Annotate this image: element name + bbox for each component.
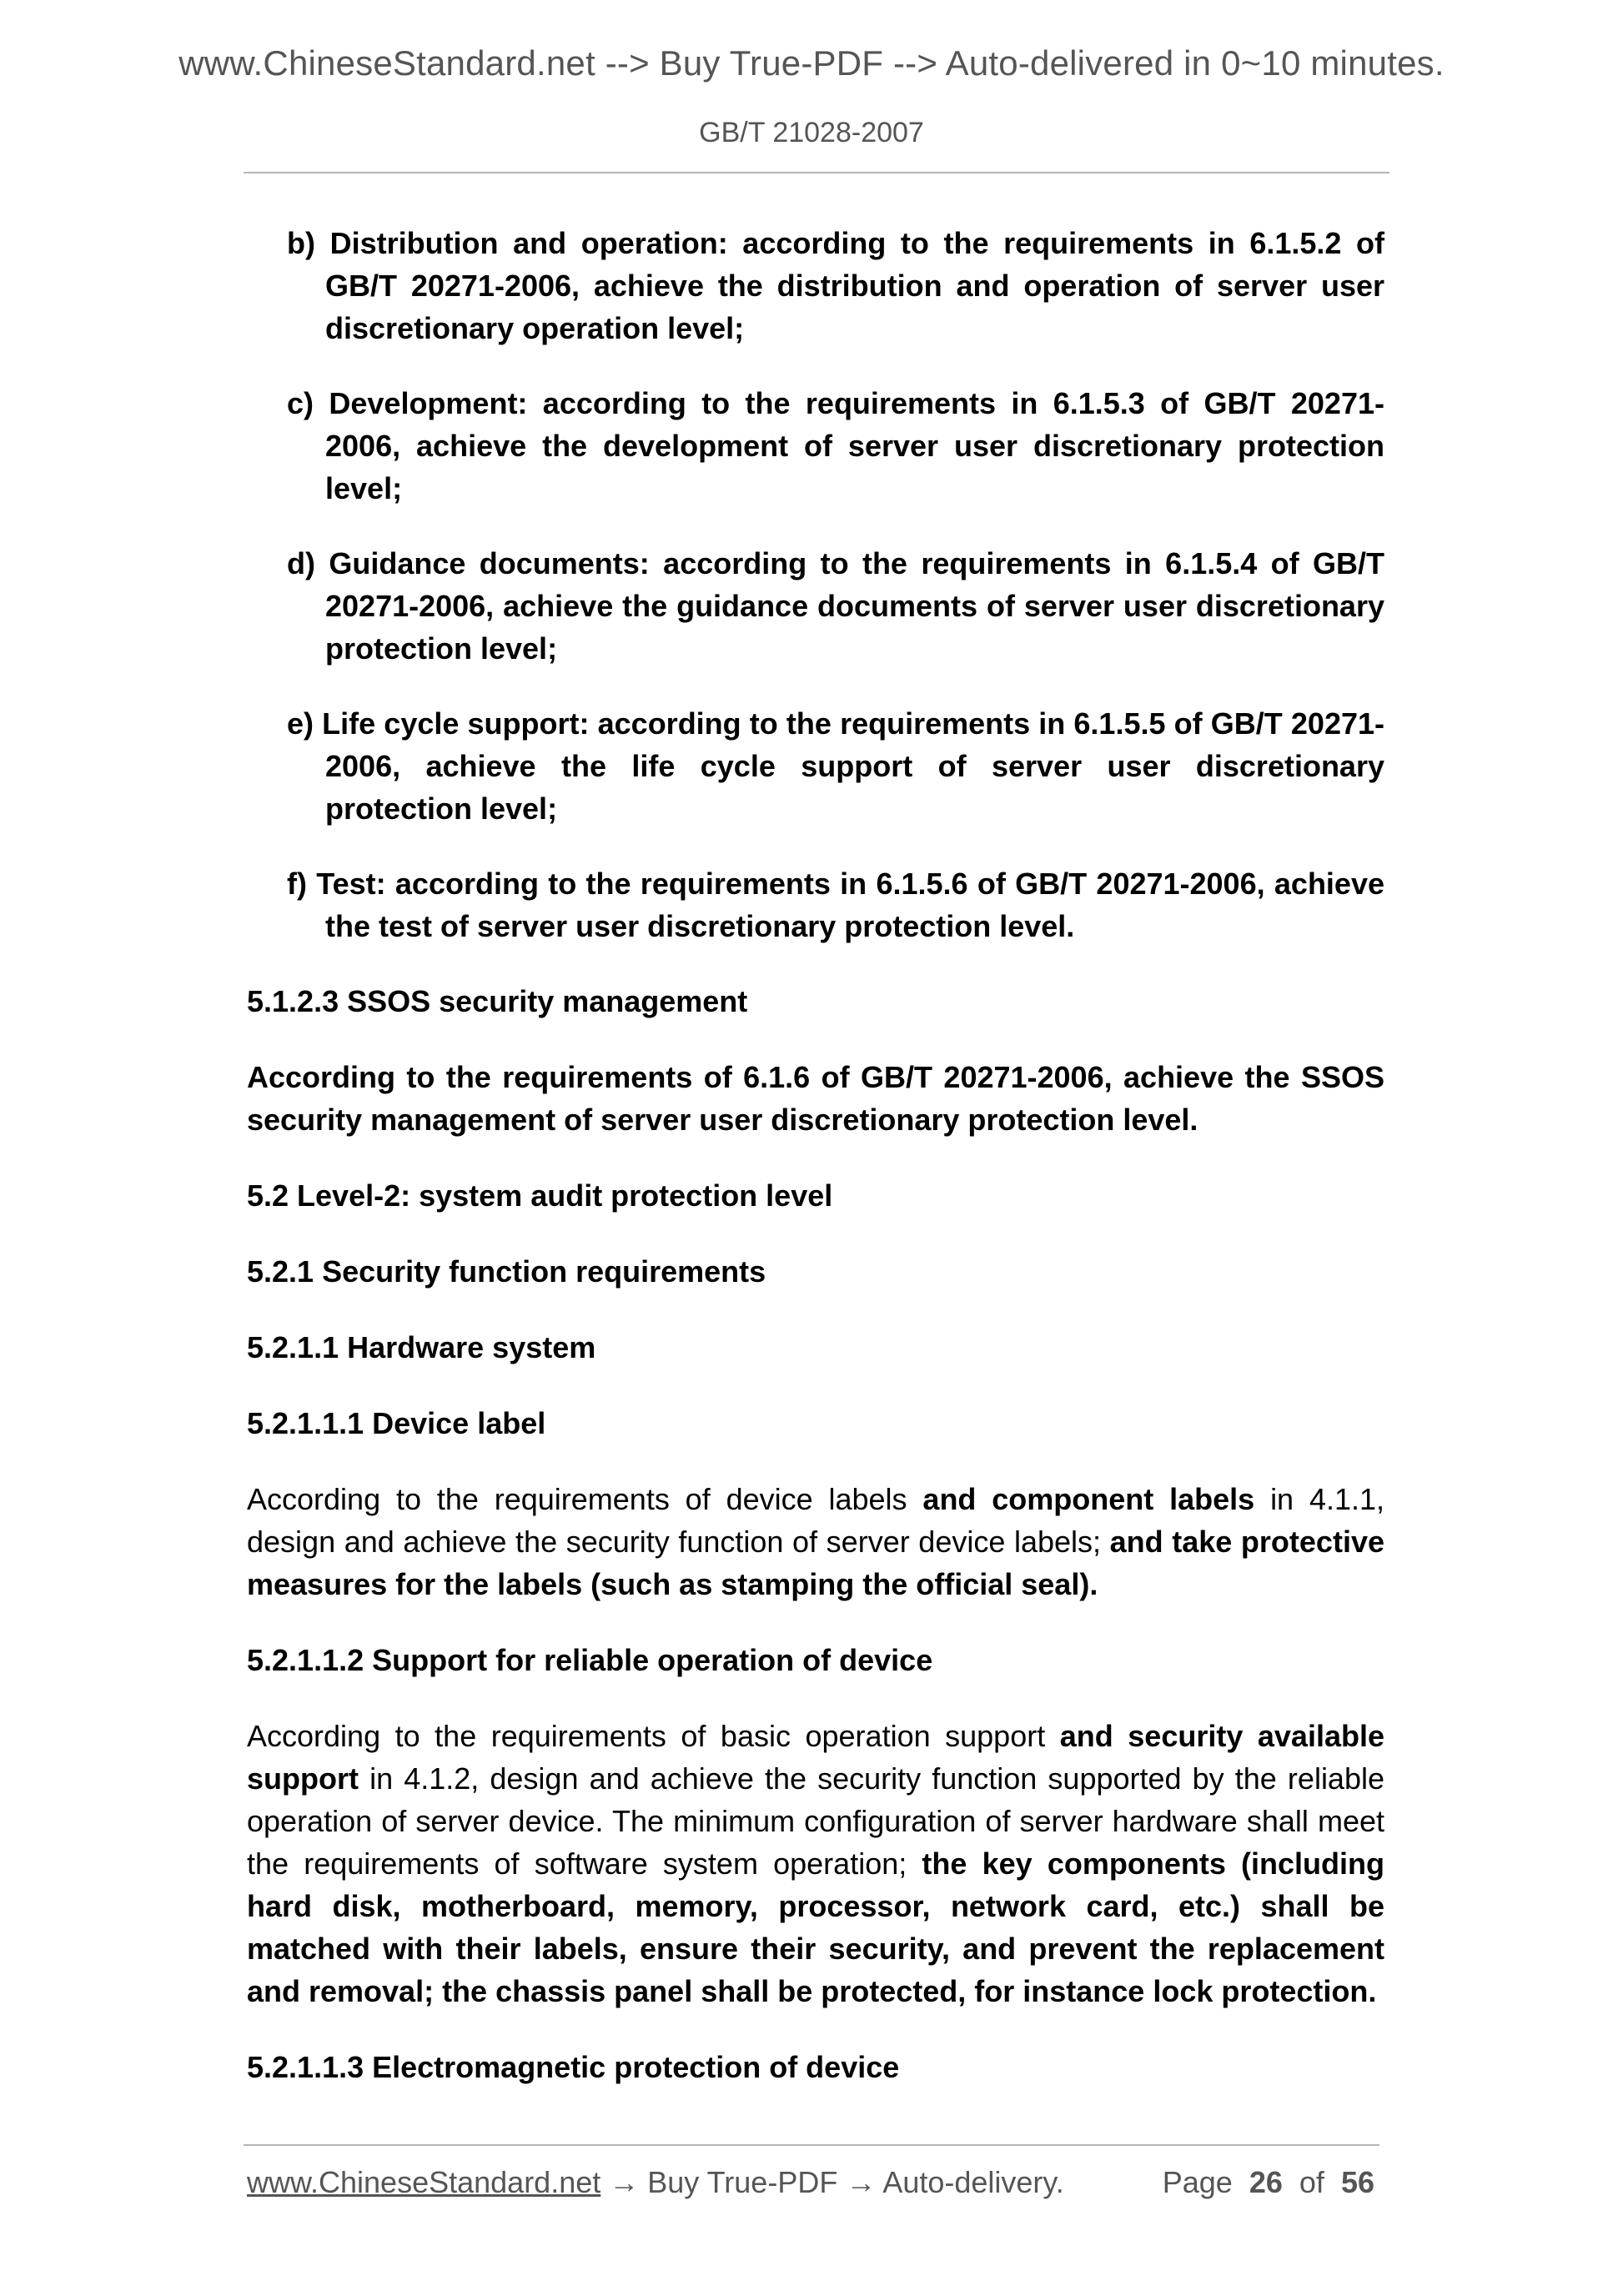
heading-5-2-1-1-1: 5.2.1.1.1 Device label: [247, 1406, 546, 1440]
of-label: of: [1299, 2165, 1324, 2199]
text-run: in 4.1.1, design and achieve the security function of server device labels;: [247, 1482, 1385, 1559]
page-content: [247, 222, 1384, 2088]
list-item-e: e) Life cycle support: according to the requirements in 6.1.5.5 of GB/T 20271-2006, achieve the life cycle support of server user discretionary protection level;: [287, 706, 1384, 826]
page-indicator: [1163, 2165, 1374, 2200]
heading-5-2-1-1: 5.2.1.1 Hardware system: [247, 1330, 596, 1364]
page-total: 56: [1340, 2165, 1374, 2199]
site-banner: www.ChineseStandard.net --> Buy True-PDF --> Auto-delivered in 0~10 minutes.: [178, 43, 1445, 83]
bold-run: and component labels: [922, 1482, 1255, 1516]
footer-promo-text: → Buy True-PDF → Auto-delivery.: [600, 2165, 1064, 2199]
text-run: According to the requirements of basic operation support: [247, 1719, 1060, 1753]
text-run: in 4.1.2, design and achieve the security function supported by the reliable operation of server device. The minimum configuration of server hardware shall meet the requirements of software system operation;: [247, 1761, 1384, 1881]
text-run: According to the requirements of device labels: [247, 1482, 923, 1516]
bold-run: and security available support: [247, 1719, 1384, 1796]
page-number: 26: [1249, 2165, 1283, 2199]
heading-5-2-1-1-2: 5.2.1.1.2 Support for reliable operation of device: [247, 1643, 933, 1677]
paragraph-5-2-1-1-1: [247, 1478, 1384, 1605]
heading-5-2: 5.2 Level-2: system audit protection level: [247, 1178, 833, 1213]
bold-run: and take protective measures for the labels (such as stamping the official seal).: [247, 1525, 1384, 1601]
page-label: Page: [1162, 2165, 1233, 2199]
heading-5-2-1: 5.2.1 Security function requirements: [247, 1254, 766, 1289]
heading-5-2-1-1-3: 5.2.1.1.3 Electromagnetic protection of device: [247, 2050, 900, 2084]
header-divider: [244, 172, 1389, 173]
list-item-c: c) Development: according to the requirements in 6.1.5.3 of GB/T 20271-2006, achieve the development of server user discretionary protection level;: [287, 386, 1384, 505]
footer-promo: [247, 2165, 1064, 2200]
list-item-d: d) Guidance documents: according to the requirements in 6.1.5.4 of GB/T 20271-2006, achieve the guidance documents of server user discretionary protection level;: [287, 546, 1384, 666]
document-id: GB/T 21028-2007: [699, 117, 924, 148]
list-item-f: f) Test: according to the requirements in 6.1.5.6 of GB/T 20271-2006, achieve the test of server user discretionary protection level.: [287, 867, 1384, 943]
bold-run: the key components (including hard disk, motherboard, memory, processor, network card, etc.) shall be matched with their labels, ensure their security, and prevent the replacement and removal; the chassis panel shall be protected, for instance lock protection.: [247, 1846, 1384, 2008]
paragraph-5-2-1-1-2: [247, 1715, 1384, 2012]
footer-site-link[interactable]: www.ChineseStandard.net: [247, 2165, 601, 2199]
footer-divider: [244, 2144, 1379, 2146]
paragraph-5-1-2-3: According to the requirements of 6.1.6 of GB/T 20271-2006, achieve the SSOS security management of server user discretionary protection level.: [247, 1060, 1384, 1137]
list-item-b: b) Distribution and operation: according to the requirements in 6.1.5.2 of GB/T 20271-2006, achieve the distribution and operation of server user discretionary operation level;: [287, 226, 1384, 345]
heading-5-1-2-3: 5.1.2.3 SSOS security management: [247, 984, 748, 1018]
